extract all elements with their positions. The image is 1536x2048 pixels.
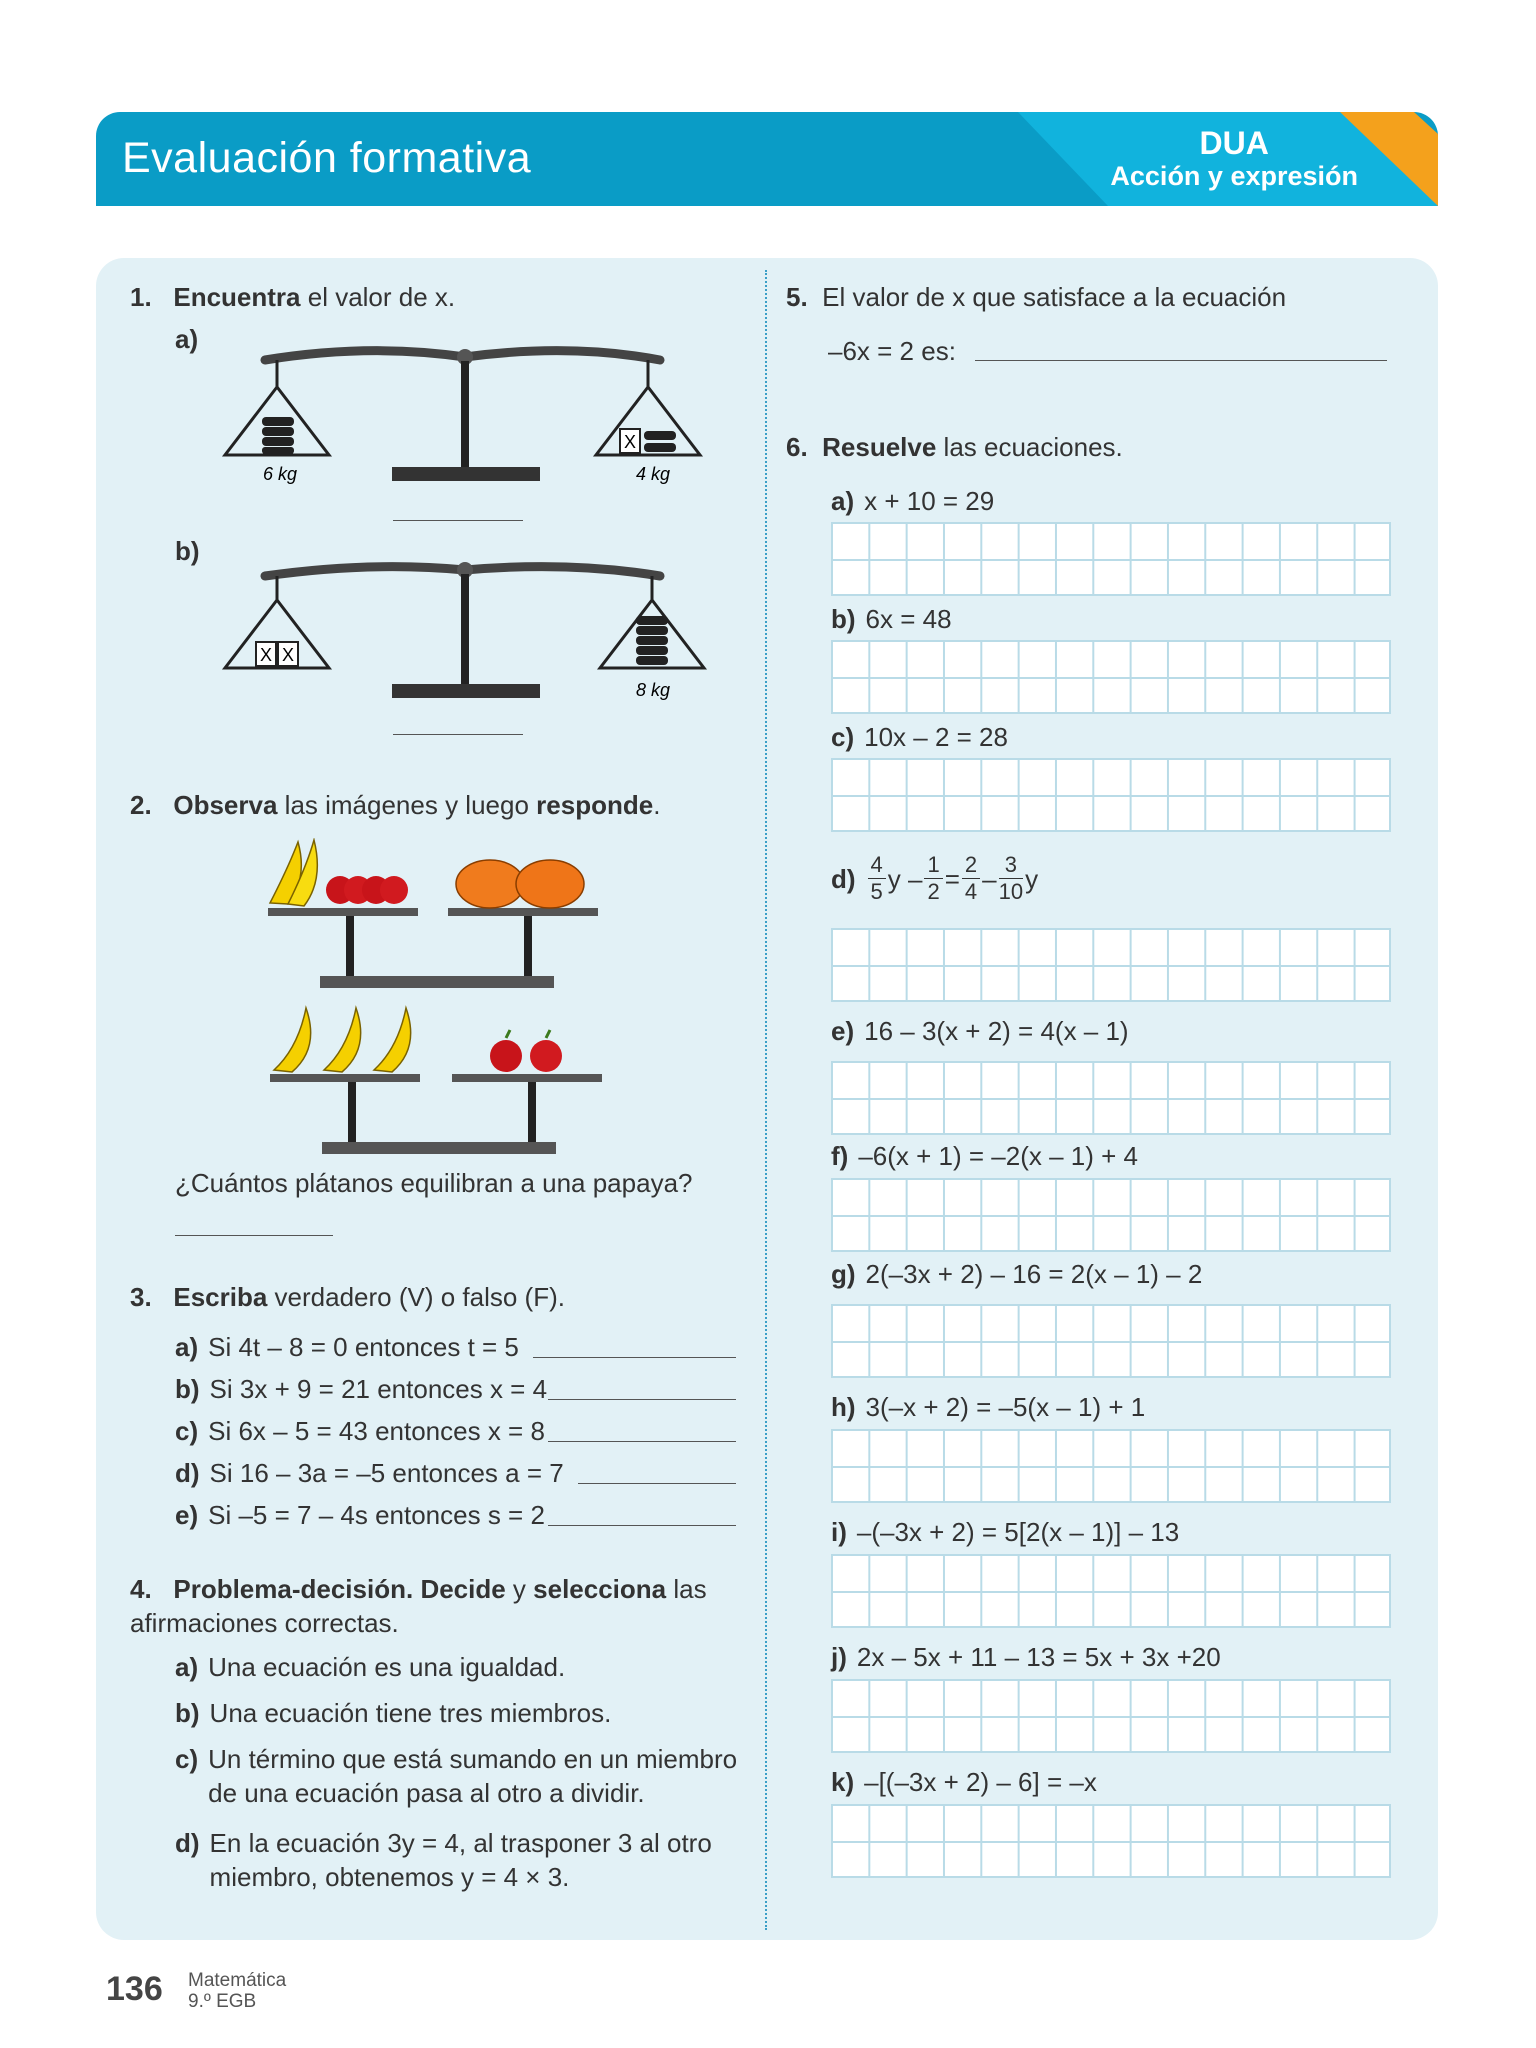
q6-item-i: i) –(–3x + 2) = 5[2(x – 1)] – 13 <box>831 1517 1180 1547</box>
unknown-box-label: X <box>259 645 273 665</box>
answer-grid-d[interactable] <box>831 928 1391 1002</box>
answer-grid-e[interactable] <box>831 1061 1391 1135</box>
banana-bunch-icon <box>270 840 317 906</box>
left-weight-label: 6 kg <box>262 464 298 484</box>
answer-grid-i[interactable] <box>831 1554 1391 1628</box>
question-2: 2. Observa las imágenes y luego responde. <box>130 790 661 820</box>
q3-item-e: e) Si –5 = 7 – 4s entonces s = 2 <box>175 1500 545 1530</box>
dua-subtitle: Acción y expresión <box>1110 161 1358 191</box>
question-verb: Encuentra <box>173 282 301 312</box>
question-5: 5. El valor de x que satisface a la ecuación <box>786 282 1287 312</box>
answer-grid-a[interactable] <box>831 522 1391 596</box>
q3-item-c: c) Si 6x – 5 = 43 entonces x = 8 <box>175 1416 545 1446</box>
answer-grid-f[interactable] <box>831 1178 1391 1252</box>
q6-item-g: g) 2(–3x + 2) – 16 = 2(x – 1) – 2 <box>831 1259 1203 1289</box>
header-banner <box>96 112 1438 206</box>
answer-grid-k[interactable] <box>831 1804 1391 1878</box>
grade-label: 9.º EGB <box>188 1991 257 2012</box>
answer-line-1b[interactable] <box>393 734 523 735</box>
question-4: 4. Problema-decisión. Decide y selecciona las afirmaciones correctas. <box>130 1574 707 1638</box>
dua-label <box>1110 126 1358 192</box>
fruit-balance-illustration <box>258 838 618 1158</box>
question-number: 1. <box>130 282 152 312</box>
answer-grid-j[interactable] <box>831 1679 1391 1753</box>
fraction: $\frac{3}{10}$ <box>998 852 1024 904</box>
q6-item-k: k) –[(–3x + 2) – 6] = –x <box>831 1767 1097 1797</box>
answer-line-1a[interactable] <box>393 520 523 521</box>
q6-item-c: c) 10x – 2 = 28 <box>831 722 1008 752</box>
balance-scale-b <box>220 556 720 706</box>
q6-item-e: e) 16 – 3(x + 2) = 4(x – 1) <box>831 1016 1129 1046</box>
q1-b-label: b) <box>175 536 200 566</box>
answer-grid-h[interactable] <box>831 1429 1391 1503</box>
unknown-box-label: X <box>623 432 637 452</box>
weight-stack-icon <box>262 417 294 454</box>
q6-item-f: f) –6(x + 1) = –2(x – 1) + 4 <box>831 1141 1138 1171</box>
page-title: Evaluación formativa <box>122 134 532 182</box>
page-number: 136 <box>106 1970 163 2008</box>
unknown-box-label: X <box>281 645 295 665</box>
answer-line-3c[interactable] <box>548 1441 736 1442</box>
question-6: 6. Resuelve las ecuaciones. <box>786 432 1123 462</box>
q6-item-j: j) 2x – 5x + 11 – 13 = 5x + 3x +20 <box>831 1642 1221 1672</box>
right-weight-label: 4 kg <box>635 464 671 484</box>
column-divider <box>765 270 767 1930</box>
question-text: el valor de x. <box>300 282 456 312</box>
answer-line-3a[interactable] <box>533 1357 736 1358</box>
subject-label: Matemática <box>188 1970 287 1991</box>
q4-item-a[interactable]: a) Una ecuación es una igualdad. <box>175 1652 566 1682</box>
q3-item-d: d) Si 16 – 3a = –5 entonces a = 7 <box>175 1458 564 1488</box>
fraction: $\frac{2}{4}$ <box>962 852 980 905</box>
q3-item-a: a) Si 4t – 8 = 0 entonces t = 5 <box>175 1332 519 1362</box>
q6-item-h: h) 3(–x + 2) = –5(x – 1) + 1 <box>831 1392 1146 1422</box>
q2-question: ¿Cuántos plátanos equilibran a una papaya? <box>175 1168 693 1198</box>
q6-item-b: b) 6x = 48 <box>831 604 952 634</box>
answer-line-5[interactable] <box>975 360 1387 361</box>
question-3: 3. Escriba verdadero (V) o falso (F). <box>130 1282 565 1312</box>
apple-pair-icon <box>490 1030 562 1072</box>
answer-line-3b[interactable] <box>548 1399 736 1400</box>
apple-group-icon <box>326 876 408 904</box>
balance-scale-a <box>220 345 720 495</box>
q5-text: –6x = 2 es: <box>828 336 956 366</box>
right-weight-label: 8 kg <box>635 680 671 700</box>
footer-subject <box>188 1970 286 2012</box>
fraction: $\frac{1}{2}$ <box>924 852 942 905</box>
dua-title: DUA <box>1199 125 1269 161</box>
answer-grid-c[interactable] <box>831 758 1391 832</box>
answer-grid-g[interactable] <box>831 1304 1391 1378</box>
q4-item-b[interactable]: b) Una ecuación tiene tres miembros. <box>175 1698 612 1728</box>
fraction: $\frac{4}{5}$ <box>868 852 886 905</box>
papaya-icon <box>456 860 584 908</box>
q4-item-c[interactable]: c) Un término que está sumando en un miembro de una ecuación pasa al otro a dividir. <box>175 1744 738 1808</box>
answer-line-3e[interactable] <box>548 1525 736 1526</box>
q1-a-label: a) <box>175 324 199 354</box>
answer-grid-b[interactable] <box>831 640 1391 714</box>
q6-item-d: d) $\frac{4}{5}$ y – $\frac{1}{2}$ = $\frac{2}{4}$ – $\frac{3}{10}$ y <box>831 852 1039 904</box>
q6-item-a: a) x + 10 = 29 <box>831 486 995 516</box>
question-1 <box>130 280 455 314</box>
answer-line-2[interactable] <box>175 1235 333 1236</box>
q4-item-d[interactable]: d) En la ecuación 3y = 4, al trasponer 3 al otro miembro, obtenemos y = 4 × 3. <box>175 1828 712 1892</box>
weight-stack-icon <box>636 616 668 665</box>
banana-icon <box>274 1008 411 1072</box>
q3-item-b: b) Si 3x + 9 = 21 entonces x = 4 <box>175 1374 548 1404</box>
answer-line-3d[interactable] <box>578 1483 736 1484</box>
